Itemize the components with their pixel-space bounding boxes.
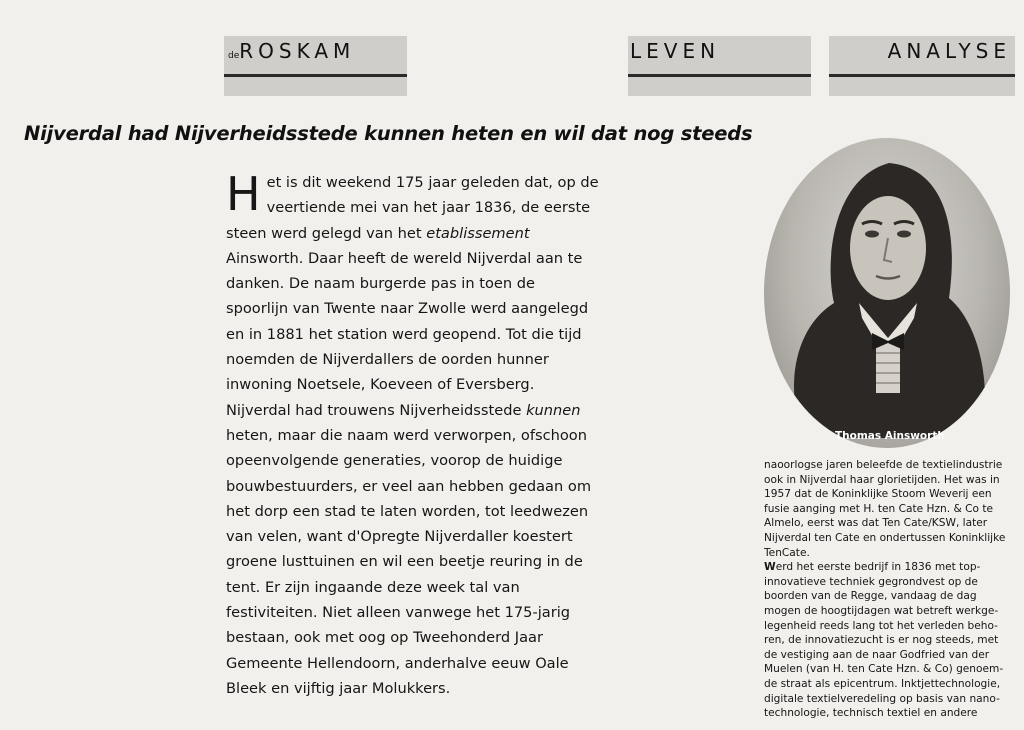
tab-roskam-prefix: de bbox=[228, 51, 240, 61]
side-line: TenCate. bbox=[764, 546, 810, 559]
article-line: festiviteiten. Niet alleen vanwege het 175-jarig bbox=[226, 604, 571, 622]
article-line: heten, maar die naam werd verworpen, ofschoon bbox=[226, 426, 587, 444]
article-headline: Nijverdal had Nijverheidsstede kunnen heten en wil dat nog steeds bbox=[24, 122, 753, 145]
side-line: de straat als epicentrum. Inktjettechnologie, bbox=[764, 677, 1001, 690]
article-line: Gemeente Hellendoorn, anderhalve eeuw Oale bbox=[226, 654, 569, 672]
tab-leven-label: LEVEN bbox=[630, 39, 721, 63]
drop-cap: H bbox=[226, 167, 261, 221]
article-line: et is dit weekend 175 jaar geleden dat, op de bbox=[266, 174, 599, 191]
side-line: Almelo, eerst was dat Ten Cate/KSW, later bbox=[764, 517, 988, 530]
side-line: Nijverdal ten Cate en ondertussen Koninklijke bbox=[764, 531, 1006, 544]
portrait-drawing bbox=[764, 138, 1010, 448]
side-line: de vestiging aan de naar Godfried van der bbox=[764, 648, 990, 661]
tab-rule bbox=[628, 74, 811, 77]
article-line: bestaan, ook met oog op Tweehonderd Jaar bbox=[226, 629, 543, 647]
side-line: ren, de innovatiezucht is er nog steeds, met bbox=[764, 634, 999, 647]
article-line-part: steen werd gelegd van het bbox=[226, 224, 427, 242]
article-line: Ainsworth. Daar heeft de wereld Nijverdal aan te bbox=[226, 249, 583, 267]
article-line: danken. De naam burgerde pas in toen de bbox=[226, 275, 536, 293]
article-line: en in 1881 het station werd geopend. Tot die tijd bbox=[226, 325, 582, 343]
portrait-caption: Thomas Ainsworth bbox=[835, 430, 945, 442]
tab-analyse-label: ANALYSE bbox=[887, 39, 1011, 63]
italic-etablissement: etablissement bbox=[426, 224, 530, 242]
side-line: mogen de hoogtijdagen wat betreft werkge- bbox=[764, 604, 999, 617]
tab-rule bbox=[224, 74, 407, 77]
article-line: veertiende mei van het jaar 1836, de eerste bbox=[266, 199, 591, 217]
main-article-body bbox=[226, 167, 618, 701]
section-tab-analyse bbox=[829, 36, 1015, 96]
article-line: spoorlijn van Twente naar Zwolle werd aangelegd bbox=[226, 300, 589, 318]
article-line: opeenvolgende generaties, voorop de huidige bbox=[226, 452, 563, 470]
article-line: noemden de Nijverdallers de oorden hunner bbox=[226, 351, 549, 369]
side-line-part: erd het eerste bedrijf in 1836 met top- bbox=[775, 561, 981, 574]
side-line: 1957 dat de Koninklijke Stoom Weverij een bbox=[764, 488, 992, 501]
side-line: innovatieve techniek gegrondvest op de bbox=[764, 575, 978, 588]
side-line: Muelen (van H. ten Cate Hzn. & Co) genoem- bbox=[764, 663, 1004, 676]
side-line: ook in Nijverdal haar glorietijden. Het was in bbox=[764, 473, 1000, 486]
side-line: legenheid reeds lang tot het verleden beho- bbox=[764, 619, 998, 632]
bleed-through-left bbox=[22, 150, 197, 725]
side-line: technologie, technisch textiel en andere bbox=[764, 707, 978, 720]
tab-roskam-title: ROSKAM bbox=[239, 39, 356, 63]
section-tab-roskam bbox=[224, 36, 407, 96]
article-line-part: Nijverdal had trouwens Nijverheidsstede bbox=[226, 401, 527, 419]
paragraph-initial: W bbox=[764, 561, 776, 574]
tab-rule bbox=[829, 74, 1015, 77]
article-line bbox=[226, 221, 618, 246]
side-line: digitale textielveredeling op basis van nano- bbox=[764, 692, 1000, 705]
tab-roskam-label bbox=[228, 39, 355, 63]
article-line: bouwbestuurders, er veel aan hebben gedaan om bbox=[226, 477, 592, 495]
article-line: van velen, want d'Opregte Nijverdaller koestert bbox=[226, 528, 573, 546]
side-line: boorden van de Regge, vandaag de dag bbox=[764, 590, 977, 603]
article-line: het dorp een stad te laten worden, tot leedwezen bbox=[226, 502, 589, 520]
side-line: naoorlogse jaren beleefde de textielindustrie bbox=[764, 459, 1003, 471]
article-line bbox=[226, 398, 618, 423]
portrait-image bbox=[764, 138, 1010, 448]
article-line: groene lusttuinen en wil een beetje reuring in de bbox=[226, 553, 583, 571]
article-line: Bleek en vijftig jaar Molukkers. bbox=[226, 679, 451, 697]
side-line: fusie aanging met H. ten Cate Hzn. & Co te bbox=[764, 502, 994, 515]
article-line: inwoning Noetsele, Koeveen of Eversberg. bbox=[226, 376, 535, 394]
article-line: tent. Er zijn ingaande deze week tal van bbox=[226, 578, 520, 596]
italic-kunnen: kunnen bbox=[526, 401, 581, 419]
side-line bbox=[764, 560, 1024, 575]
side-article-body bbox=[764, 458, 1024, 721]
section-tab-leven bbox=[628, 36, 811, 96]
